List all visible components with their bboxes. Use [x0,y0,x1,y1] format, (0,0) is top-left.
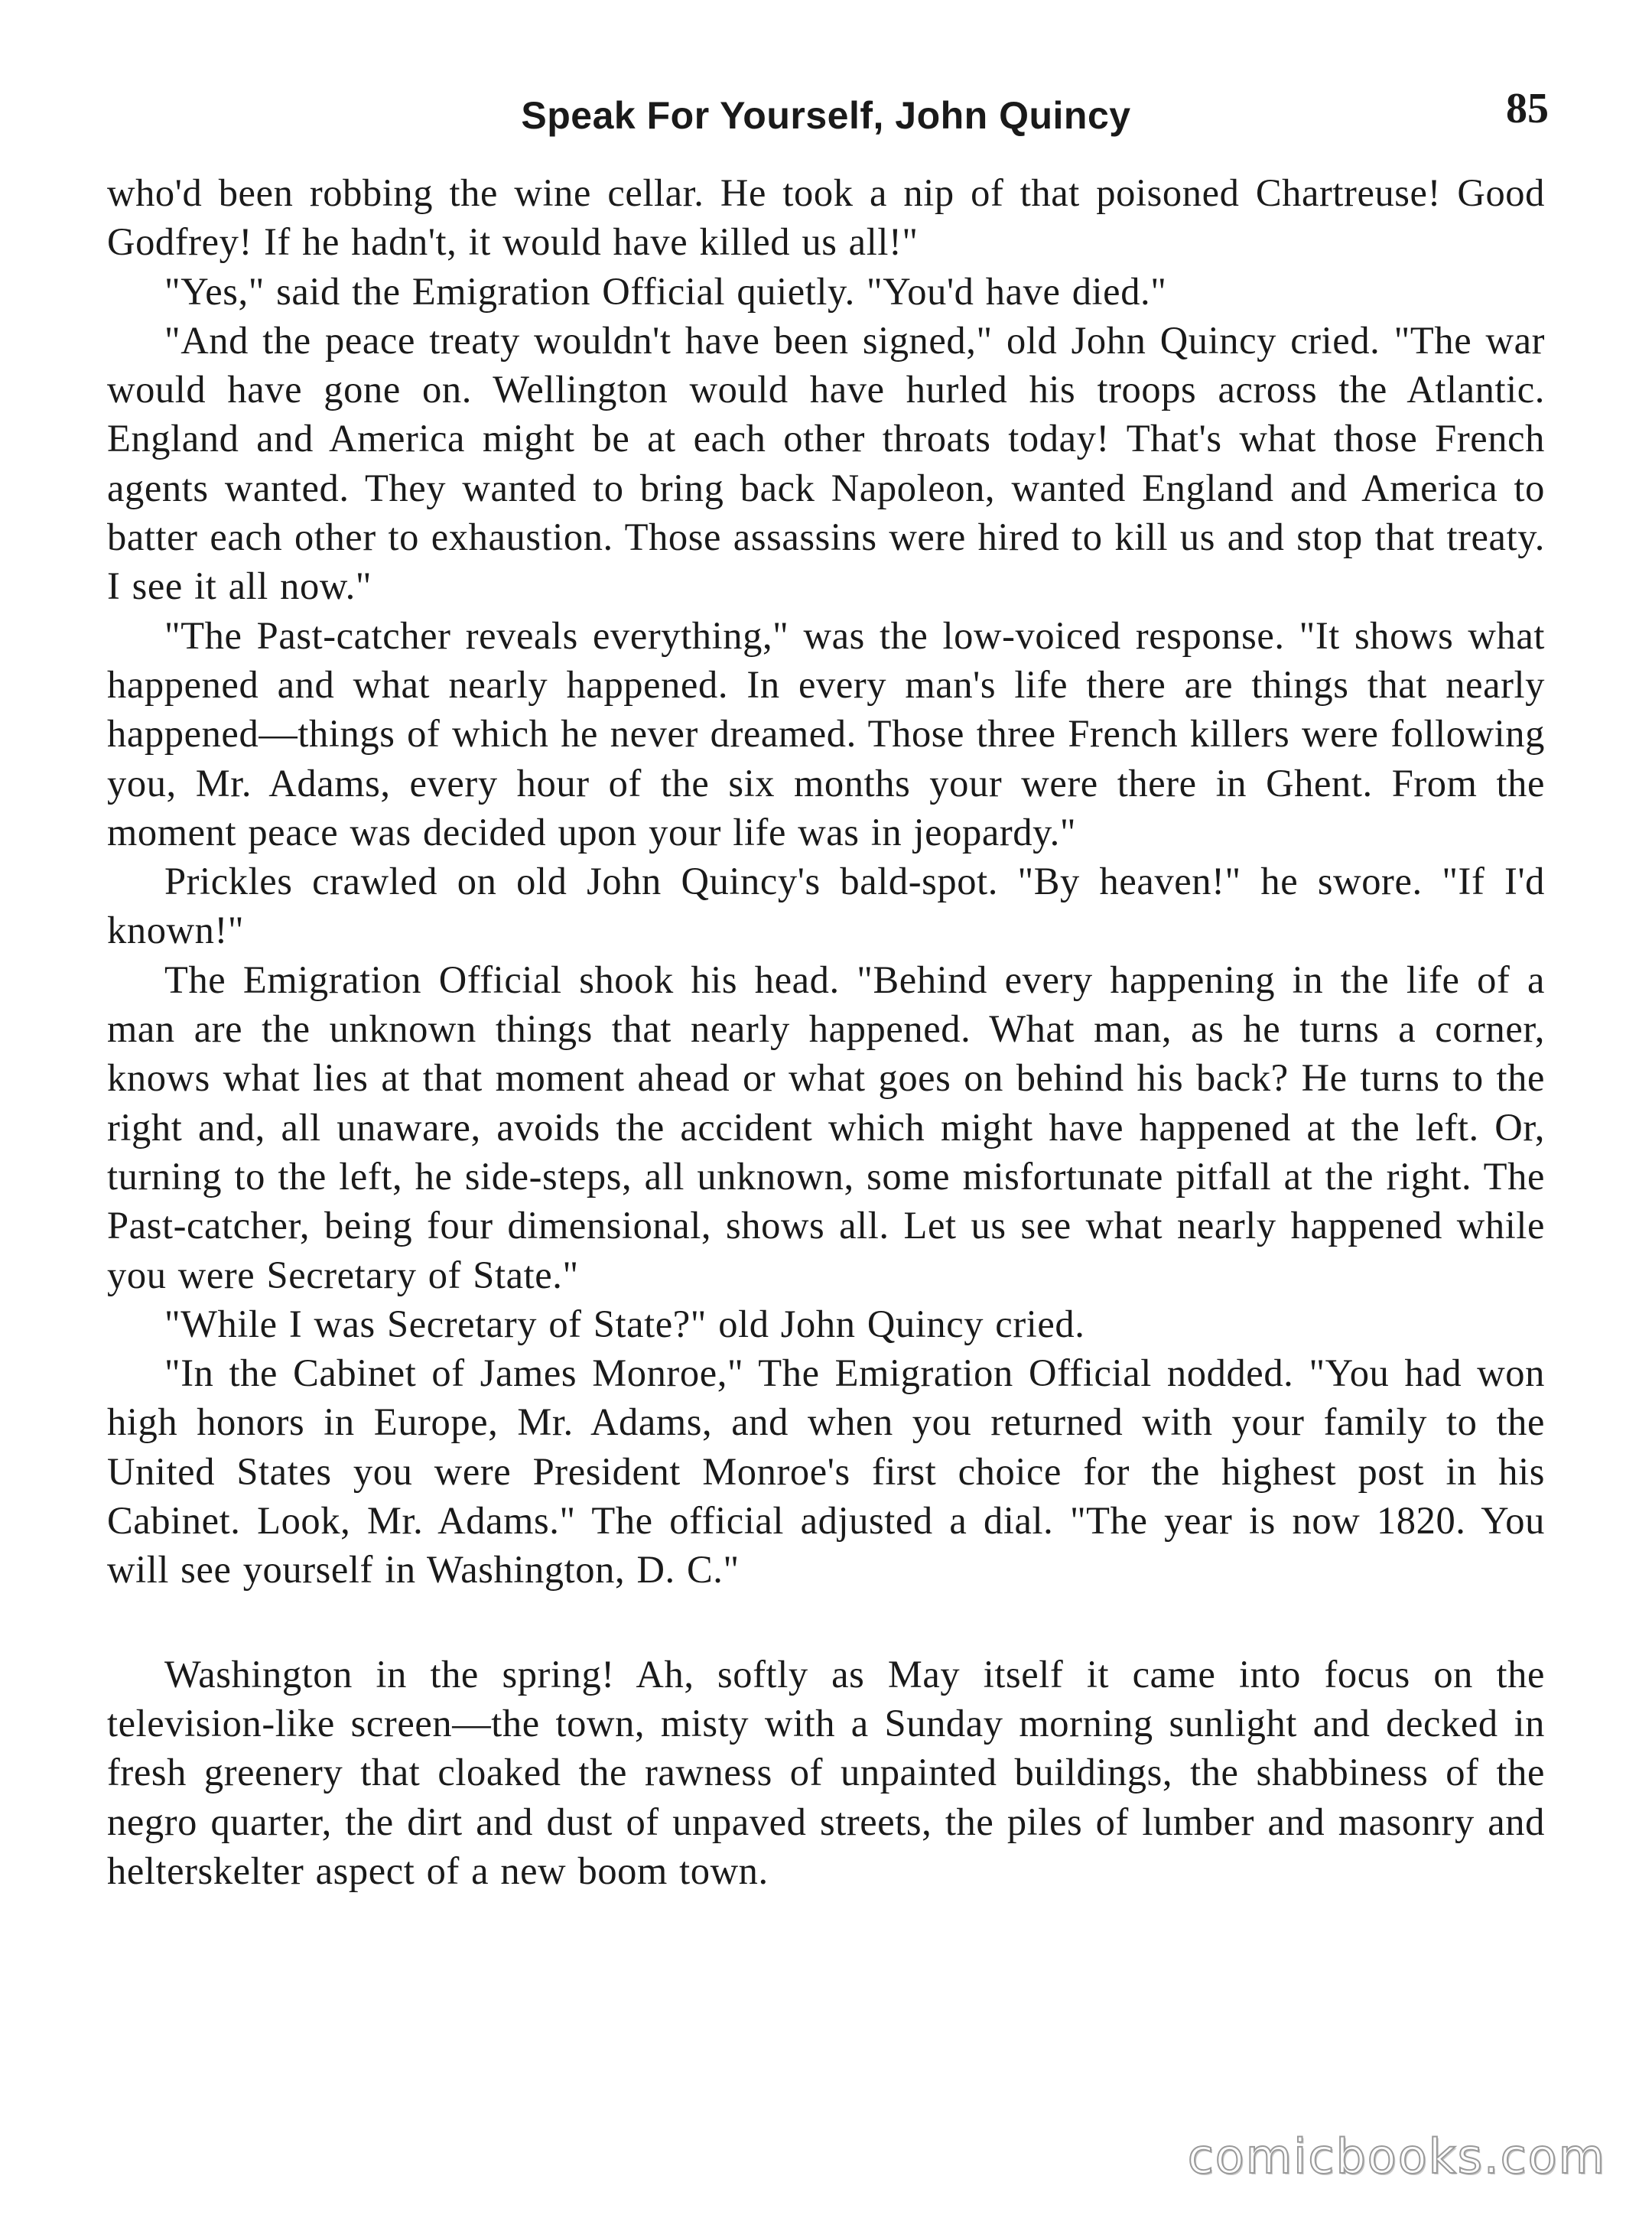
paragraph-1: who'd been robbing the wine cellar. He took a nip of that poisoned Chartreuse! Good Godfrey! If he hadn't, it would have killed us all!" [107,171,1545,264]
section-break [107,1595,1545,1650]
paragraph-4: "The Past-catcher reveals everything," was the low-voiced response. "It shows what happened and what nearly happened. In every man's life there are things that nearly happened—things of which he never dreamed. Those three French killers were following you, Mr. Adams, every hour of the six months your were there in Ghent. From the moment peace was decided upon your life was in jeopardy." [107,613,1545,854]
paragraph-7: "While I was Secretary of State?" old John Quincy cried. [164,1302,1085,1345]
running-title: Speak For Yourself, John Quincy [521,94,1131,137]
paragraph-5: Prickles crawled on old John Quincy's bald-spot. "By heaven!" he swore. "If I'd known!" [107,860,1545,952]
paragraph-9: Washington in the spring! Ah, softly as May itself it came into focus on the television-like screen—the town, misty with a Sunday morning sunlight and decked in fresh greenery that cloaked the rawness of unpainted buildings, the shabbiness of the negro quarter, the dirt and dust of unpaved streets, the piles of lumber and masonry and helterskelter aspect of a new boom town. [107,1652,1545,1892]
book-page [107,84,1549,1895]
paragraph-2: "Yes," said the Emigration Official quietly. "You'd have died." [164,269,1167,313]
body-text [107,168,1545,1895]
paragraph-8: "In the Cabinet of James Monroe," The Emigration Official nodded. "You had won high honors in Europe, Mr. Adams, and when you returned with your family to the United States you were President Monroe's first choice for the highest post in his Cabinet. Look, Mr. Adams." The official adjusted a dial. "The year is now 1820. You will see yourself in Washington, D. C." [107,1351,1545,1592]
paragraph-3: "And the peace treaty wouldn't have been signed," old John Quincy cried. "The war would have gone on. Wellington would have hurled his troops across the Atlantic. England and America might be at each other throats today! That's what those French agents wanted. They wanted to bring back Napoleon, wanted England and America to batter each other to exhaustion. Those assassins were hired to kill us and stop that treaty. I see it all now." [107,318,1545,608]
running-head [107,84,1549,168]
watermark-logo: comicbooks.com [1187,2129,1606,2184]
paragraph-6: The Emigration Official shook his head. "Behind every happening in the life of a man are the unknown things that nearly happened. What man, as he turns a corner, knows what lies at that moment ahead or what goes on behind his back? He turns to the right and, all unaware, avoids the accident which might have happened at the left. Or, turning to the left, he side-steps, all unknown, some misfortunate pitfall at the right. The Past-catcher, being four dimensional, shows all. Let us see what nearly happened while you were Secretary of State." [107,958,1545,1296]
page-number: 85 [1506,85,1549,132]
